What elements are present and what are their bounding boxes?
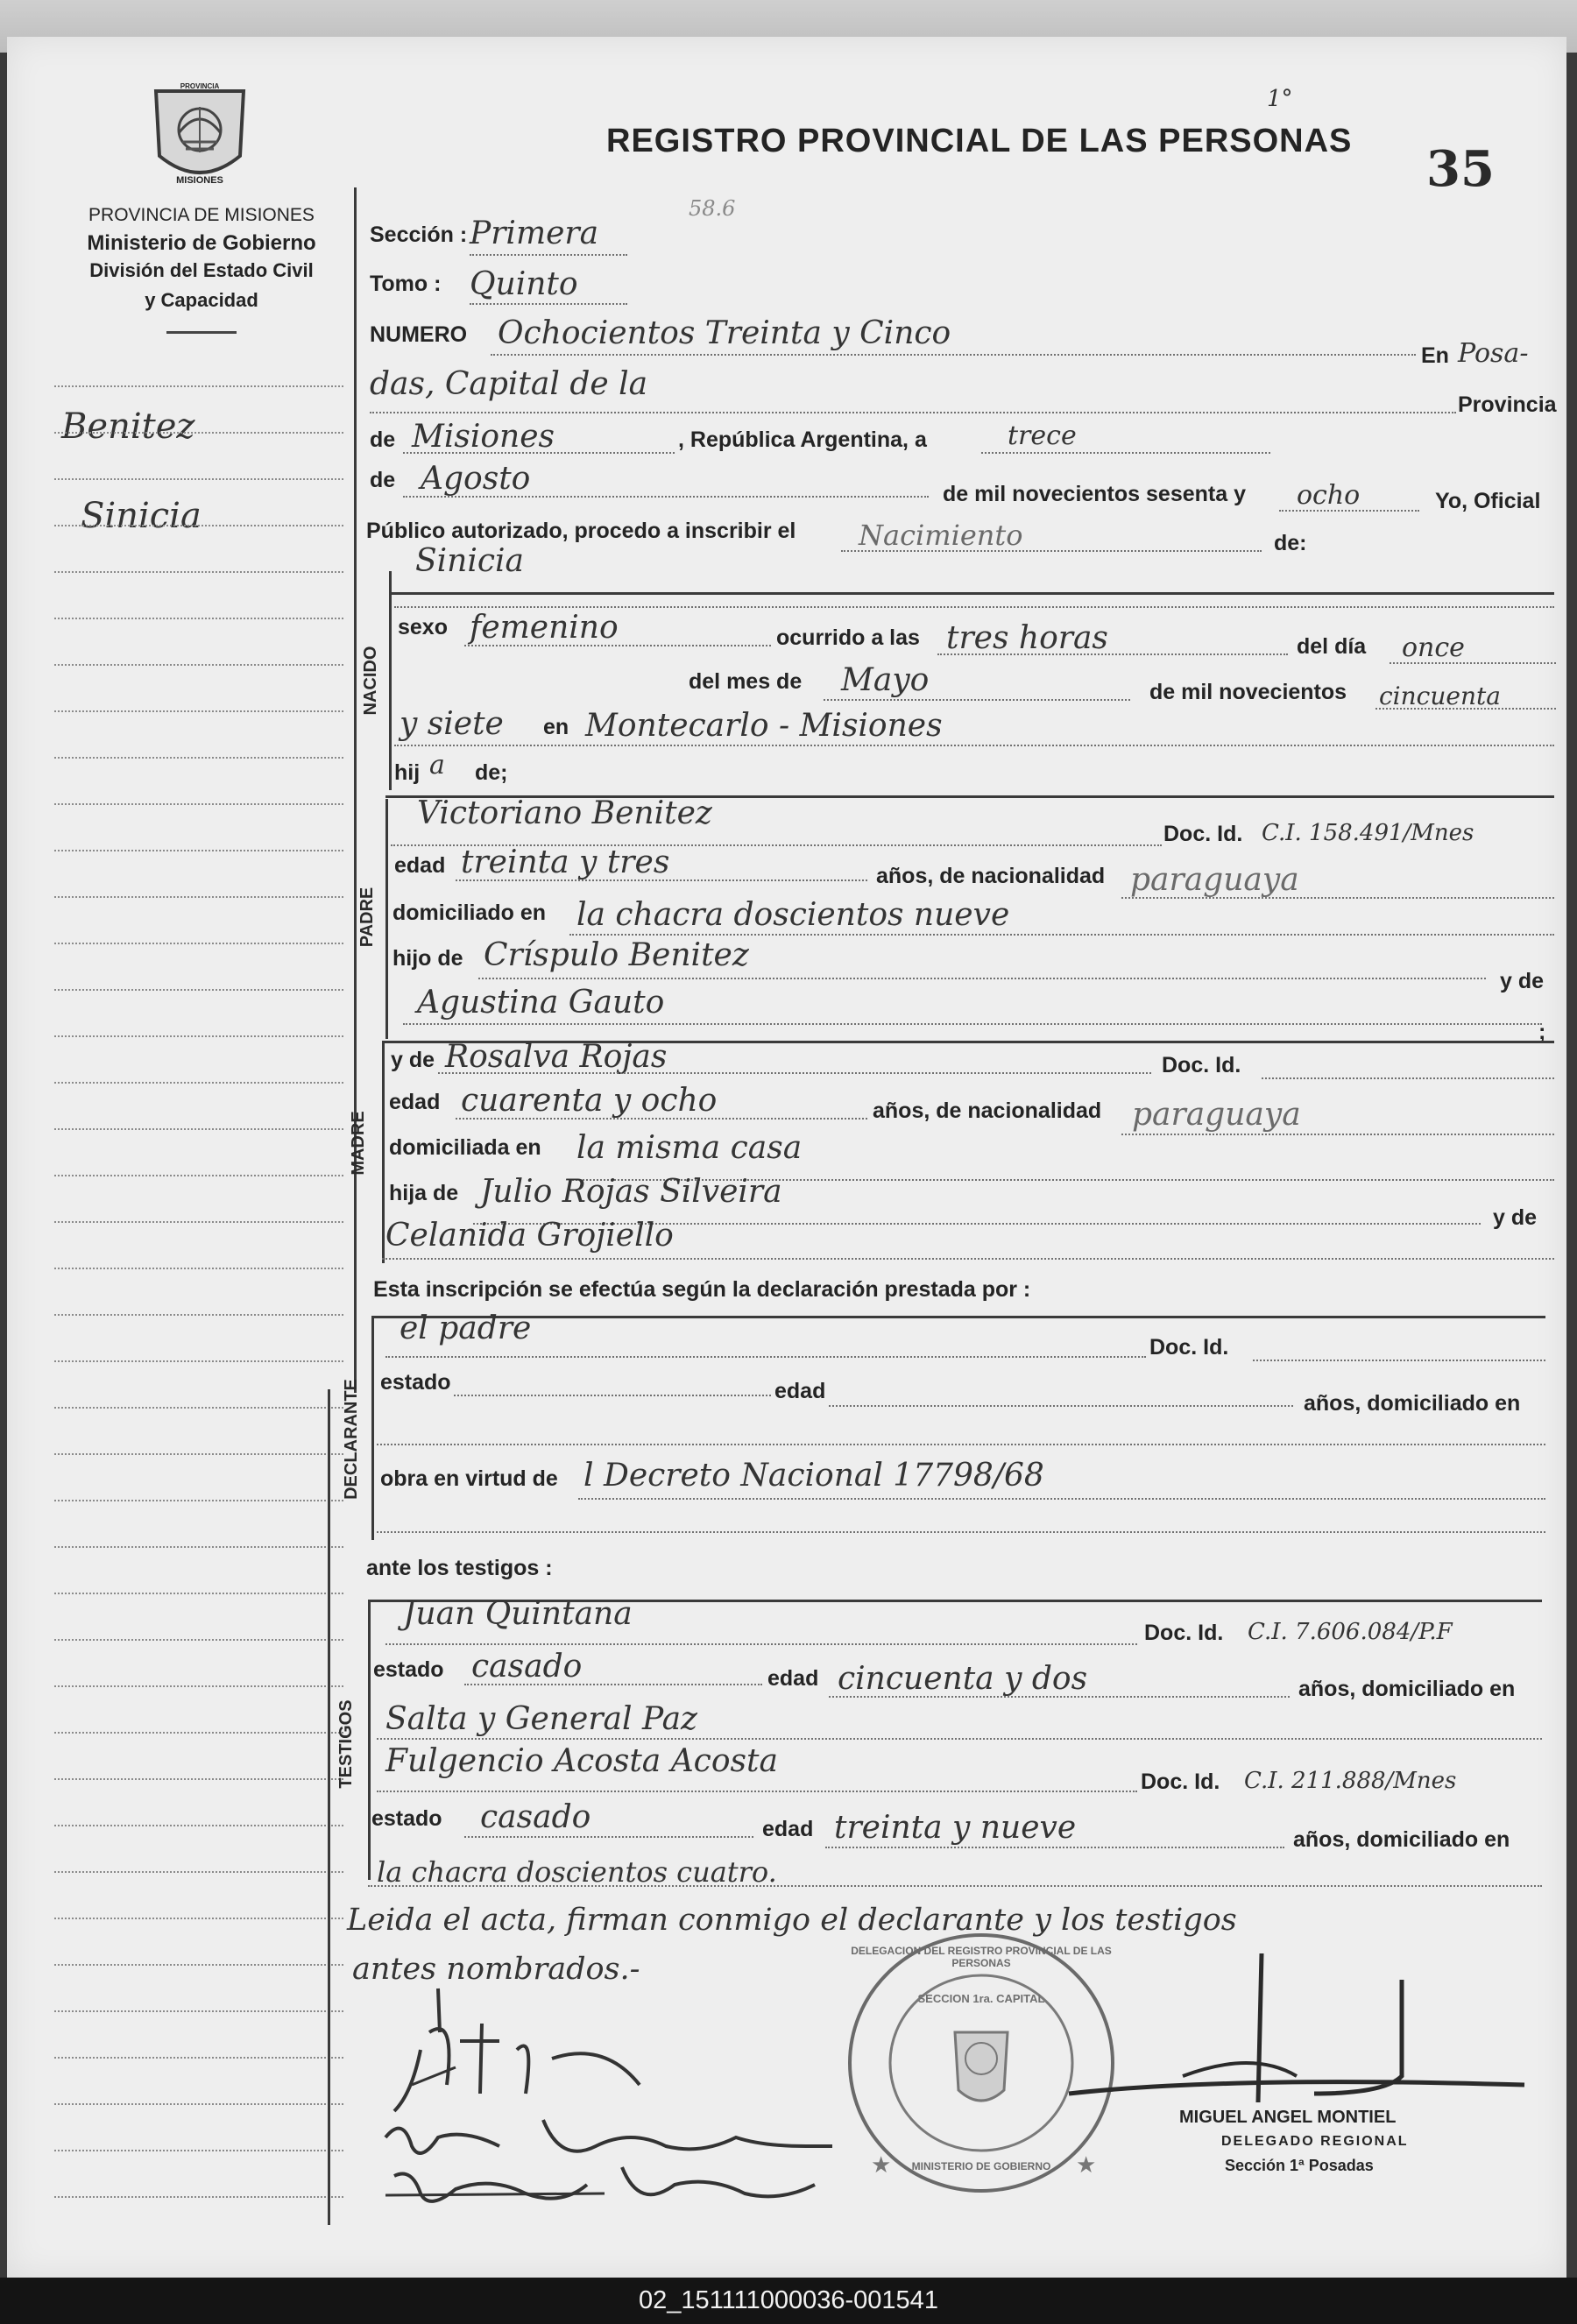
margin-rule: [54, 1546, 343, 1548]
margin-rule: [54, 757, 343, 759]
witness1-address: Salta y General Paz: [385, 1701, 698, 1737]
month-value: Agosto: [421, 461, 531, 497]
officer-name: MIGUEL ANGEL MONTIEL: [1179, 2108, 1397, 2127]
de-colon-label: de:: [1274, 531, 1307, 555]
nacido-label: NACIDO: [361, 646, 380, 716]
tomo-label: Tomo :: [370, 272, 442, 296]
witness2-state: casado: [480, 1799, 591, 1835]
corner-mark: 1°: [1267, 86, 1293, 112]
hij-suffix: a: [429, 750, 445, 781]
witness1-age: cincuenta y dos: [838, 1661, 1088, 1697]
declarant-dom-label: años, domiciliado en: [1304, 1391, 1521, 1416]
tomo-value: Quinto: [470, 266, 578, 302]
main-divider-lower: [328, 1389, 330, 2225]
margin-rule: [54, 2057, 343, 2059]
mother-mother: Celanida Grojiello: [385, 1218, 674, 1254]
witness2-dom-label: años, domiciliado en: [1293, 1827, 1510, 1852]
margin-rule: [54, 1918, 343, 1919]
year-born-part1: cincuenta: [1379, 682, 1501, 710]
mother-father: Julio Rojas Silveira: [480, 1174, 782, 1210]
birthplace-value: Montecarlo - Misiones: [585, 708, 943, 744]
witness2-edad-label: edad: [762, 1817, 814, 1841]
mother-name: Rosalva Rojas: [445, 1039, 668, 1075]
act-type-value: Nacimiento: [859, 519, 1023, 552]
mother-age-value: cuarenta y ocho: [461, 1083, 718, 1119]
father-semicolon: ;: [1538, 1020, 1546, 1044]
margin-rule: [54, 989, 343, 991]
main-divider: [354, 187, 357, 1393]
sexo-label: sexo: [398, 615, 448, 639]
mil-sesenta-label: de mil novecientos sesenta y: [943, 482, 1246, 506]
margin-rule: [54, 664, 343, 666]
numero-value: Ochocientos Treinta y Cinco: [498, 315, 951, 351]
nacido-section-border: [389, 571, 392, 790]
margin-rule: [54, 2010, 343, 2012]
father-father: Críspulo Benitez: [484, 937, 749, 973]
margin-rule: [54, 1407, 343, 1409]
page-number: 35: [1426, 140, 1495, 198]
mother-edad-label: edad: [389, 1090, 441, 1114]
margin-rule: [54, 1314, 343, 1316]
margin-rule: [54, 2150, 343, 2151]
stamp-text-bottom: MINISTERIO DE GOBIERNO: [911, 2160, 1051, 2172]
de-label-2: de: [370, 468, 396, 492]
declarante-section-border: [371, 1316, 374, 1540]
margin-rule: [54, 943, 343, 944]
declarante-label: DECLARANTE: [342, 1379, 361, 1500]
day-born-value: once: [1402, 632, 1465, 663]
closing-line-1: Leida el acta, firman conmigo el declarante y los testigos: [347, 1903, 1237, 1938]
officer-title: DELEGADO REGIONAL: [1221, 2134, 1409, 2149]
day-value: trece: [1008, 420, 1077, 451]
stamp-text-inner: SECCION 1ra. CAPITAL: [917, 1992, 1045, 2005]
seccion-label: Sección :: [370, 223, 468, 247]
margin-rule: [54, 710, 343, 712]
month-born-value: Mayo: [841, 662, 930, 698]
witness2-address: la chacra doscientos cuatro.: [377, 1855, 777, 1889]
mother-nac-label: años, de nacionalidad: [873, 1098, 1102, 1123]
father-doc-value: C.I. 158.491/Mnes: [1262, 820, 1474, 846]
obra-label: obra en virtud de: [380, 1466, 558, 1491]
header-underline: [166, 331, 237, 334]
en-label: En: [1421, 343, 1449, 368]
witness2-doc-label: Doc. Id.: [1141, 1769, 1220, 1794]
witness2-signature: [359, 2158, 850, 2220]
witness1-doc-label: Doc. Id.: [1144, 1621, 1224, 1645]
margin-rule: [54, 1221, 343, 1223]
margin-rule: [54, 1593, 343, 1594]
padre-label: PADRE: [357, 887, 377, 948]
margin-rule: [54, 1035, 343, 1037]
margin-rule: [54, 1685, 343, 1687]
division-name: División del Estado Civil: [89, 259, 314, 281]
svg-text:★: ★: [1076, 2152, 1097, 2179]
ministry-name: Ministerio de Gobierno: [87, 231, 316, 255]
file-label: 02_151111000036-001541: [639, 2286, 938, 2314]
stamp-text-top: DELEGACION DEL REGISTRO PROVINCIAL DE LAS PERSONAS: [851, 1945, 1112, 1969]
mother-dom-label: domiciliada en: [389, 1135, 541, 1160]
madre-label: MADRE: [349, 1111, 368, 1176]
declarant-edad-label: edad: [774, 1379, 826, 1403]
yo-oficial-label: Yo, Oficial: [1435, 489, 1541, 513]
republica-label: , República Argentina, a: [678, 427, 927, 452]
father-yde-label: y de: [1500, 969, 1545, 993]
witness2-name: Fulgencio Acosta Acosta: [385, 1743, 778, 1779]
padre-section-border: [385, 799, 388, 1039]
margin-rule: [54, 1639, 343, 1641]
ocurrido-label: ocurrido a las: [776, 625, 920, 650]
witness1-name: Juan Quintana: [403, 1596, 633, 1632]
father-address: la chacra doscientos nueve: [576, 897, 1010, 933]
legal-basis: l Decreto Nacional 17798/68: [583, 1458, 1044, 1494]
margin-rule: [54, 2103, 343, 2105]
hij-label: hij: [394, 760, 421, 785]
testigos-section-border: [368, 1600, 371, 1880]
witness1-edad-label: edad: [767, 1666, 819, 1691]
province-value: Misiones: [412, 419, 555, 455]
declarant-name: el padre: [400, 1310, 532, 1346]
witness2-age: treinta y nueve: [834, 1810, 1077, 1846]
margin-rule: [54, 1825, 343, 1826]
margin-rule: [54, 1268, 343, 1269]
mil-nov-label: de mil novecientos: [1149, 680, 1347, 704]
father-name: Victoriano Benitez: [417, 795, 712, 831]
provincia-label: Provincia: [1458, 392, 1557, 417]
margin-rule: [54, 525, 343, 526]
margin-rule: [54, 896, 343, 898]
margin-surname: Benitez: [61, 406, 195, 447]
margin-rule: [54, 618, 343, 619]
witness1-dom-label: años, domiciliado en: [1298, 1677, 1516, 1701]
margin-given-name: Sinicia: [81, 496, 202, 536]
testigos-intro: ante los testigos :: [366, 1556, 553, 1580]
officer-signature: [1051, 1945, 1542, 2120]
sex-value: femenino: [470, 610, 619, 646]
father-nac-label: años, de nacionalidad: [876, 864, 1106, 888]
de-label-1: de: [370, 427, 396, 452]
margin-rule: [54, 1778, 343, 1780]
mother-nationality: paraguaya: [1132, 1097, 1301, 1133]
place-part1: Posa-: [1458, 338, 1529, 369]
svg-text:★: ★: [871, 2152, 892, 2179]
child-name: Sinicia: [415, 543, 525, 579]
publico-label: Público autorizado, procedo a inscribir el: [366, 519, 796, 543]
hij-de-label: de;: [475, 760, 508, 785]
year-born-part2: y siete: [400, 706, 504, 742]
margin-rule: [54, 1175, 343, 1176]
en-born-label: en: [543, 715, 569, 739]
pencil-note: 58.6: [689, 196, 736, 221]
margin-rule: [54, 803, 343, 805]
seccion-value: Primera: [470, 215, 599, 251]
province-seal: [147, 81, 252, 194]
mother-address: la misma casa: [576, 1130, 803, 1166]
margin-rule: [54, 432, 343, 434]
mother-yde2-label: y de: [1493, 1205, 1538, 1230]
margin-rule: [54, 478, 343, 480]
seal-top-text: PROVINCIA: [180, 82, 220, 90]
officer-section: Sección 1ª Posadas: [1225, 2157, 1374, 2174]
margin-rule: [54, 1964, 343, 1966]
declarant-signature: [377, 1980, 666, 2129]
document-title: REGISTRO PROVINCIAL DE LAS PERSONAS: [606, 123, 1353, 159]
hour-value: tres horas: [946, 620, 1108, 656]
father-nationality: paraguaya: [1130, 862, 1299, 898]
margin-rule: [54, 850, 343, 851]
witness2-estado-label: estado: [371, 1806, 442, 1831]
mother-hija-label: hija de: [389, 1181, 459, 1205]
margin-rule: [54, 1360, 343, 1362]
father-edad-label: edad: [394, 853, 446, 878]
witness1-estado-label: estado: [373, 1657, 444, 1682]
closing-line-2: antes nombrados.-: [352, 1952, 640, 1987]
margin-rule: [54, 1128, 343, 1130]
division-capacity: y Capacidad: [145, 289, 258, 311]
witness1-state: casado: [471, 1649, 583, 1685]
margin-rule: [54, 1732, 343, 1734]
testigos-label: TESTIGOS: [336, 1699, 356, 1789]
witness1-doc: C.I. 7.606.084/P.F: [1248, 1619, 1453, 1645]
margin-rule: [54, 2196, 343, 2198]
margin-rule: [54, 1453, 343, 1455]
margin-rule: [54, 385, 343, 387]
madre-section-border: [382, 1042, 385, 1263]
year-unit-value: ocho: [1297, 480, 1361, 511]
place-part2: das, Capital de la: [370, 366, 648, 402]
father-mother: Agustina Gauto: [417, 985, 665, 1021]
witness2-doc: C.I. 211.888/Mnes: [1244, 1768, 1457, 1794]
margin-rule: [54, 1082, 343, 1084]
margin-rule: [54, 1871, 343, 1873]
numero-label: NUMERO: [370, 322, 468, 347]
declarant-doc-label: Doc. Id.: [1149, 1335, 1229, 1360]
margin-rule: [54, 1500, 343, 1501]
declarant-estado-label: estado: [380, 1370, 451, 1395]
declaration-intro: Esta inscripción se efectúa según la declaración prestada por :: [373, 1277, 1031, 1302]
mother-yde-label: y de: [391, 1048, 435, 1072]
father-hijo-label: hijo de: [392, 946, 463, 971]
province-name: PROVINCIA DE MISIONES: [88, 205, 315, 225]
mother-doc-label: Doc. Id.: [1162, 1053, 1241, 1077]
father-age-value: treinta y tres: [461, 844, 670, 880]
seal-bottom-text: MISIONES: [176, 175, 223, 186]
del-dia-label: del día: [1297, 634, 1367, 659]
margin-rule: [54, 571, 343, 573]
del-mes-label: del mes de: [689, 669, 803, 694]
father-doc-label: Doc. Id.: [1163, 822, 1243, 846]
father-dom-label: domiciliado en: [392, 901, 547, 925]
